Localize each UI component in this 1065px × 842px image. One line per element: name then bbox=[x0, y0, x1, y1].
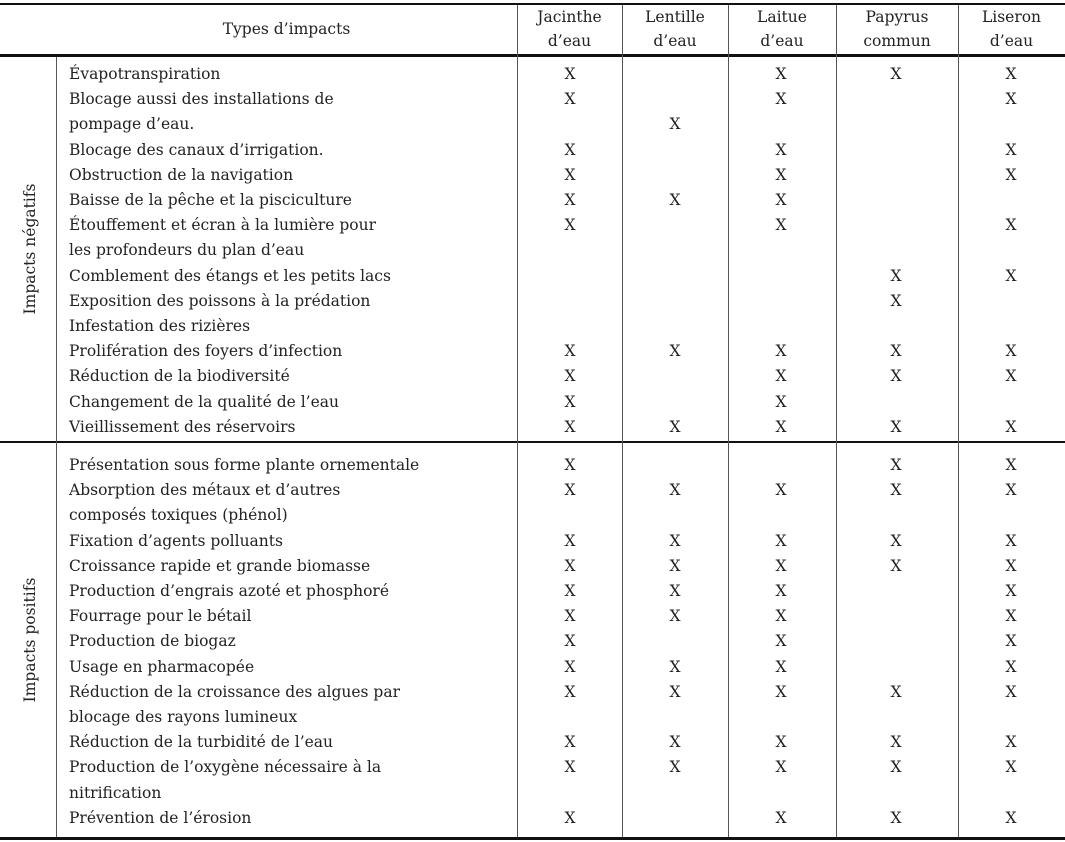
impact-mark: X bbox=[1005, 808, 1017, 827]
table-row bbox=[0, 604, 1065, 629]
impact-mark: X bbox=[1005, 607, 1017, 626]
impact-label: Production de biogaz bbox=[69, 632, 236, 651]
table-row bbox=[0, 453, 1065, 478]
impact-label: Usage en pharmacopée bbox=[69, 657, 255, 676]
impact-mark: X bbox=[564, 481, 576, 500]
header-species-papyrus bbox=[836, 5, 958, 53]
table-row bbox=[0, 62, 1065, 87]
table-row bbox=[0, 188, 1065, 213]
impact-mark: X bbox=[775, 556, 787, 575]
header-species-line1: Papyrus bbox=[865, 8, 929, 26]
table-row bbox=[0, 529, 1065, 554]
header-species-line2: commun bbox=[863, 32, 931, 50]
group-label-negative: Impacts négatifs bbox=[21, 183, 39, 315]
table-row bbox=[0, 554, 1065, 579]
impact-mark: X bbox=[1005, 140, 1017, 159]
impact-label: Changement de la qualité de l’eau bbox=[69, 392, 340, 411]
header-types: Types d’impacts bbox=[222, 20, 351, 38]
header-species-liseron bbox=[958, 5, 1065, 53]
impact-mark: X bbox=[890, 456, 902, 474]
table-row bbox=[0, 213, 1065, 238]
impact-mark: X bbox=[890, 556, 902, 575]
impact-mark: X bbox=[1005, 90, 1017, 109]
impact-mark: X bbox=[775, 808, 787, 827]
impact-mark: X bbox=[775, 140, 787, 159]
table-row bbox=[0, 680, 1065, 705]
impact-label: Étouffement et écran à la lumière pour bbox=[69, 216, 377, 235]
impact-mark: X bbox=[1005, 65, 1017, 83]
impact-mark: X bbox=[775, 758, 787, 777]
impact-label: Fixation d’agents polluants bbox=[69, 531, 283, 550]
impact-mark: X bbox=[1005, 531, 1017, 550]
impact-mark: X bbox=[564, 582, 576, 600]
impact-mark: X bbox=[775, 191, 787, 209]
impact-mark: X bbox=[1005, 342, 1017, 361]
impact-mark: X bbox=[669, 733, 681, 752]
impact-mark: X bbox=[564, 392, 576, 411]
table-row bbox=[0, 138, 1065, 163]
impact-mark: X bbox=[564, 758, 576, 777]
impact-label: Production d’engrais azoté et phosphoré bbox=[69, 582, 390, 600]
impact-mark: X bbox=[775, 582, 787, 600]
impact-mark: X bbox=[1005, 632, 1017, 651]
impact-mark: X bbox=[564, 140, 576, 159]
header-species-line2: d’eau bbox=[760, 32, 804, 50]
impact-mark: X bbox=[775, 342, 787, 361]
impact-mark: X bbox=[564, 556, 576, 575]
impact-mark: X bbox=[890, 367, 902, 386]
impact-mark: X bbox=[775, 607, 787, 626]
impact-mark: X bbox=[669, 481, 681, 500]
impact-mark: X bbox=[775, 531, 787, 550]
impact-label: Croissance rapide et grande biomasse bbox=[69, 556, 371, 575]
impact-mark: X bbox=[775, 165, 787, 184]
impact-label: Fourrage pour le bétail bbox=[69, 607, 252, 626]
impact-mark: X bbox=[775, 417, 787, 436]
table-row bbox=[0, 579, 1065, 604]
header-rule bbox=[0, 54, 1065, 57]
impact-label: Réduction de la biodiversité bbox=[69, 367, 290, 386]
impact-mark: X bbox=[890, 417, 902, 436]
header-species-laitue bbox=[728, 5, 836, 53]
impact-mark: X bbox=[890, 733, 902, 752]
impact-mark: X bbox=[564, 607, 576, 626]
impact-mark: X bbox=[775, 632, 787, 651]
header-species-line2: d’eau bbox=[989, 32, 1034, 50]
header-species-lentille bbox=[622, 5, 728, 53]
impact-mark: X bbox=[564, 808, 576, 827]
impact-mark: X bbox=[775, 481, 787, 500]
impact-mark: X bbox=[1005, 216, 1017, 235]
impact-label: Évapotranspiration bbox=[69, 65, 221, 83]
impact-mark: X bbox=[564, 682, 576, 701]
table-row bbox=[0, 730, 1065, 755]
impact-mark: X bbox=[890, 291, 902, 310]
impact-mark: X bbox=[1005, 682, 1017, 701]
impact-mark: X bbox=[1005, 582, 1017, 600]
impact-mark: X bbox=[669, 657, 681, 676]
table-row bbox=[0, 314, 1065, 339]
impact-mark: X bbox=[775, 392, 787, 411]
impact-label: Comblement des étangs et les petits lacs bbox=[69, 266, 391, 285]
table-row bbox=[0, 503, 1065, 528]
impact-mark: X bbox=[1005, 556, 1017, 575]
impact-mark: X bbox=[669, 582, 681, 600]
impact-label: Présentation sous forme plante ornementale bbox=[69, 456, 420, 474]
impact-mark: X bbox=[669, 556, 681, 575]
header-species-jacinthe bbox=[517, 5, 622, 53]
impact-mark: X bbox=[1005, 367, 1017, 386]
impact-mark: X bbox=[775, 682, 787, 701]
bottom-rule bbox=[0, 837, 1065, 840]
table-row bbox=[0, 806, 1065, 831]
table-row bbox=[0, 364, 1065, 389]
impact-label: Blocage des canaux d’irrigation. bbox=[69, 140, 324, 159]
impact-mark: X bbox=[564, 456, 576, 474]
table-row bbox=[0, 655, 1065, 680]
impact-label: Exposition des poissons à la prédation bbox=[69, 291, 371, 310]
impact-mark: X bbox=[1005, 733, 1017, 752]
table-row bbox=[0, 264, 1065, 289]
impact-mark: X bbox=[890, 65, 902, 83]
impact-label: Blocage aussi des installations de bbox=[69, 90, 334, 109]
impact-mark: X bbox=[775, 733, 787, 752]
impact-mark: X bbox=[564, 342, 576, 361]
impact-mark: X bbox=[890, 481, 902, 500]
impact-mark: X bbox=[564, 733, 576, 752]
impact-mark: X bbox=[1005, 456, 1017, 474]
impact-label: Absorption des métaux et d’autres bbox=[69, 481, 341, 500]
impact-label: blocage des rayons lumineux bbox=[69, 708, 298, 726]
impact-label: Réduction de la turbidité de l’eau bbox=[69, 733, 334, 752]
table-row bbox=[0, 781, 1065, 806]
table-row bbox=[0, 755, 1065, 780]
impact-label: pompage d’eau. bbox=[69, 115, 195, 134]
table-row bbox=[0, 390, 1065, 415]
table-row bbox=[0, 629, 1065, 654]
group-rule bbox=[0, 441, 1065, 443]
group-label-positive: Impacts positifs bbox=[21, 577, 39, 703]
impact-mark: X bbox=[564, 632, 576, 651]
impact-mark: X bbox=[890, 808, 902, 827]
impact-mark: X bbox=[775, 90, 787, 109]
impact-mark: X bbox=[1005, 758, 1017, 777]
impact-mark: X bbox=[775, 367, 787, 386]
impact-mark: X bbox=[775, 657, 787, 676]
impact-mark: X bbox=[669, 417, 681, 436]
header-species-line1: Jacinthe bbox=[537, 8, 602, 26]
impact-mark: X bbox=[890, 758, 902, 777]
impact-mark: X bbox=[564, 531, 576, 550]
table-row bbox=[0, 112, 1065, 137]
impact-mark: X bbox=[890, 531, 902, 550]
table-row bbox=[0, 87, 1065, 112]
table-row bbox=[0, 289, 1065, 314]
impact-mark: X bbox=[564, 657, 576, 676]
impact-mark: X bbox=[1005, 417, 1017, 436]
header-species-line2: d’eau bbox=[547, 32, 592, 50]
table-row bbox=[0, 705, 1065, 730]
table-row bbox=[0, 415, 1065, 440]
impact-mark: X bbox=[669, 758, 681, 777]
impact-label: Prolifération des foyers d’infection bbox=[69, 342, 343, 361]
impact-mark: X bbox=[890, 342, 902, 361]
impact-mark: X bbox=[1005, 481, 1017, 500]
impact-mark: X bbox=[669, 115, 681, 134]
impact-label: Obstruction de la navigation bbox=[69, 165, 294, 184]
impact-mark: X bbox=[564, 417, 576, 436]
header-species-line1: Lentille bbox=[645, 8, 705, 26]
impact-mark: X bbox=[669, 607, 681, 626]
impact-mark: X bbox=[890, 266, 902, 285]
impact-mark: X bbox=[1005, 657, 1017, 676]
impact-label: Vieillissement des réservoirs bbox=[69, 417, 296, 436]
impact-mark: X bbox=[564, 65, 576, 83]
header-species-line1: Liseron bbox=[981, 8, 1042, 26]
impact-mark: X bbox=[669, 342, 681, 361]
impact-label: Prévention de l’érosion bbox=[69, 808, 252, 827]
impact-label: Infestation des rizières bbox=[69, 317, 251, 335]
impact-label: les profondeurs du plan d’eau bbox=[69, 241, 305, 260]
impact-mark: X bbox=[564, 191, 576, 209]
impact-mark: X bbox=[1005, 266, 1017, 285]
impact-mark: X bbox=[669, 191, 681, 209]
impact-mark: X bbox=[669, 682, 681, 701]
impact-mark: X bbox=[669, 531, 681, 550]
impact-mark: X bbox=[564, 165, 576, 184]
impact-label: Réduction de la croissance des algues par bbox=[69, 682, 401, 701]
header-species-line2: d’eau bbox=[653, 32, 697, 50]
impact-mark: X bbox=[890, 682, 902, 701]
impact-mark: X bbox=[775, 65, 787, 83]
table-row bbox=[0, 238, 1065, 263]
header-species-line1: Laitue bbox=[757, 8, 807, 26]
impact-mark: X bbox=[564, 367, 576, 386]
impact-label: composés toxiques (phénol) bbox=[69, 506, 288, 525]
impact-mark: X bbox=[1005, 165, 1017, 184]
impact-mark: X bbox=[564, 90, 576, 109]
impact-label: Production de l’oxygène nécessaire à la bbox=[69, 758, 382, 777]
table-row bbox=[0, 339, 1065, 364]
table-row bbox=[0, 163, 1065, 188]
impact-mark: X bbox=[564, 216, 576, 235]
impact-label: nitrification bbox=[69, 783, 162, 802]
impact-label: Baisse de la pêche et la pisciculture bbox=[69, 191, 352, 209]
impact-mark: X bbox=[775, 216, 787, 235]
table-row bbox=[0, 478, 1065, 503]
